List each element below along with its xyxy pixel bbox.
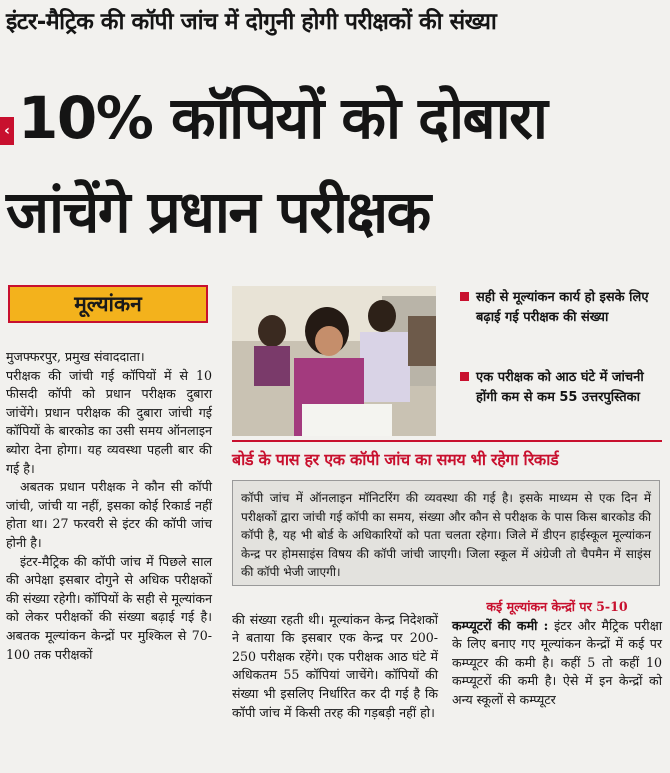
right-column-heading: कई मूल्यांकन केन्द्रों पर 5-10 xyxy=(486,599,628,614)
section-tag-label: मूल्यांकन xyxy=(74,292,142,316)
exam-hall-photo xyxy=(232,286,436,436)
middle-column xyxy=(232,598,438,735)
subhead-divider xyxy=(232,440,662,442)
middle-column-text: की संख्या रहती थी। मूल्यांकन केन्द्र निदेशकों ने बताया कि इसबार एक केन्द्र पर 200-250 परीक्षक रहेंगे। एक परीक्षक आठ घंटे में अधिकतम 55 कॉपियां जाचेंगे। कॉपियों की संख्या भी इसलिए निर्धारित कर दी गई है कि कॉपी जांच में किसी तरह की गड़बड़ी नहीं हो। xyxy=(232,611,438,720)
kicker-headline: इंटर-मैट्रिक की कॉपी जांच में दोगुनी होगी परीक्षकों की संख्या xyxy=(6,9,497,35)
highlight-bullet-2: एक परीक्षक को आठ घंटे में जांचनी होंगी कम से कम 55 उत्तरपुस्तिका xyxy=(460,368,660,408)
square-bullet-icon xyxy=(460,292,469,301)
headline-line-2: जांचेंगे प्रधान परीक्षक xyxy=(6,178,430,246)
right-column-lead: कम्प्यूटरों की कमी : xyxy=(452,617,549,633)
subheadline: बोर्ड के पास हर एक कॉपी जांच का समय भी रहेगा रिकार्ड xyxy=(232,450,559,469)
lead-paragraph-2: अबतक प्रधान परीक्षक ने कौन सी कॉपी जांची, जांची या नहीं, इसका कोई रिकार्ड नहीं होता था। 27 फरवरी से इंटर की कॉपी जांच होनी है। xyxy=(6,479,212,550)
dateline: मुजफ्फरपुर, प्रमुख संवाददाता। xyxy=(6,349,145,364)
info-box-text: कॉपी जांच में ऑनलाइन मॉनिटरिंग की व्यवस्था की गई है। इसके माध्यम से एक दिन में परीक्षकों द्वारा जांची गई कॉपी का समय, संख्या और कौन से परीक्षक के पास किस बारकोड की कॉपी है, यह भी बोर्ड के अधिकारियों को पता चलता रहेगा। जिले में डीएन हाईस्कूल मूल्यांकन केन्द्र पर होमसाइंस विषय की कॉपी जांची जाएगी। जिला स्कूल में अंग्रेजी तो चैपमैन में साइंस की कॉपी भेजी जाएगी। xyxy=(241,491,651,579)
highlight-bullet-1: सही से मूल्यांकन कार्य हो इसके लिए बढ़ाई गई परीक्षक की संख्या xyxy=(460,288,660,328)
right-column-text: इंटर और मैट्रिक परीक्षा के लिए बनाए गए मूल्यांकन केन्द्रों में कई पर कम्प्यूटर की कमी है। कहीं 5 तो कहीं 10 कम्प्यूटरों की कमी है। ऐसे में इन केन्द्रों को अन्य स्कूलों से कम्प्यूटर xyxy=(452,617,662,707)
students-writing-image xyxy=(232,286,436,436)
chevron-left-icon[interactable]: ‹ xyxy=(0,117,14,145)
lead-column xyxy=(6,348,212,664)
square-bullet-icon xyxy=(460,372,469,381)
info-box xyxy=(232,480,660,586)
right-column xyxy=(452,598,662,710)
headline-line-1: 10% कॉपियों को दोबारा xyxy=(18,84,547,152)
lead-paragraph-3: इंटर-मैट्रिक की कॉपी जांच में पिछले साल की अपेक्षा इसबार दोगुने से अधिक परीक्षकों की संख्या रहेगी। कॉपियों के सही से मूल्यांकन को लेकर परीक्षकों की संख्या बढ़ाई गई है। अबतक मूल्यांकन केन्द्रों पर मुश्किल से 70-100 तक परीक्षकों xyxy=(6,553,212,662)
section-tag xyxy=(8,285,208,323)
lead-paragraph-1: परीक्षक की जांची गई कॉपियों में से 10 फीसदी कॉपी को प्रधान परीक्षक दुबारा जांचेंगे। प्रधान परीक्षक की दुबारा जांची गई कॉपियों के बारकोड का उसी समय ऑनलाइन ब्योरा देना होगा। यह व्यवस्था पहली बार की गई है। xyxy=(6,367,212,476)
